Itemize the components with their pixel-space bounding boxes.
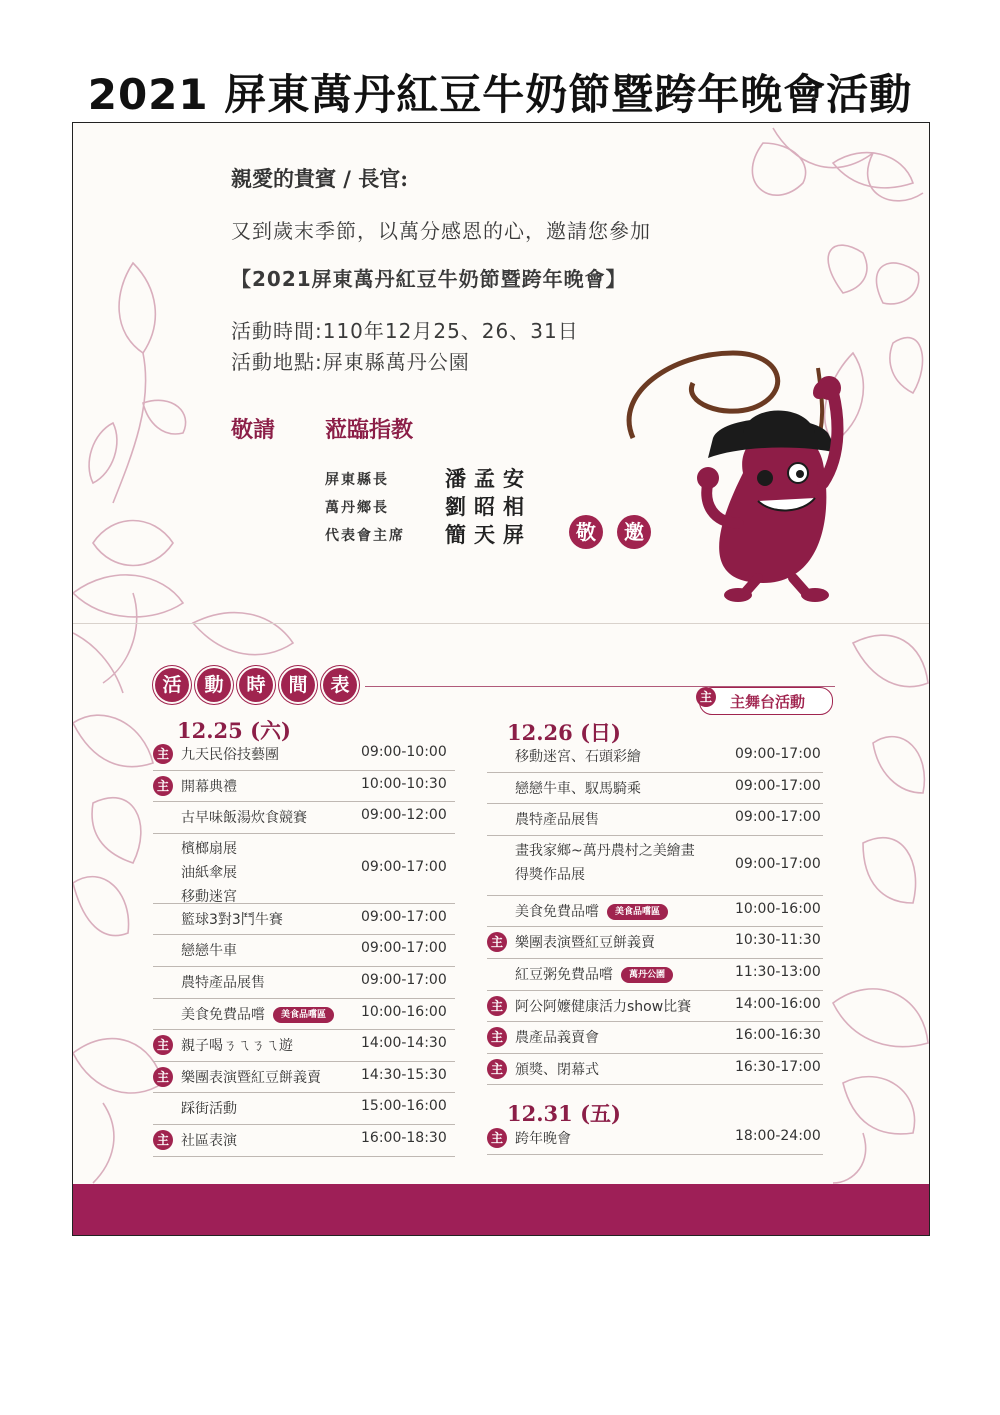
event-time: 09:00-17:00 <box>361 940 447 957</box>
event-name-line: 檳榔扇展 <box>181 840 237 857</box>
event-time: 16:00-16:30 <box>735 1027 821 1044</box>
official-name: 劉昭相 <box>445 494 532 519</box>
event-time: 09:00-17:00 <box>735 777 821 794</box>
event-name: 紅豆粥免費品嚐 萬丹公園 <box>515 964 673 984</box>
event-name: 九天民俗技藝團 <box>181 747 279 763</box>
event-name: 社區表演 <box>181 1133 237 1149</box>
invitation-card <box>72 122 930 1236</box>
event-name: 親子喝ㄋㄟㄋㄟ遊 <box>181 1038 293 1055</box>
fold-line <box>73 623 929 624</box>
schedule-row <box>153 739 455 771</box>
schedule-row <box>487 991 823 1023</box>
event-time: 09:00-17:00 <box>735 855 821 872</box>
schedule-row <box>153 771 455 803</box>
schedule-row <box>153 999 455 1031</box>
schedule-heading-char: 時 <box>239 668 273 702</box>
official-name: 簡天屏 <box>445 522 532 547</box>
event-name: 農特產品展售 <box>181 975 265 991</box>
schedule-row <box>487 1054 823 1086</box>
schedule-heading-char: 間 <box>281 668 315 702</box>
event-name: 美食免費品嚐 美食品嚐區 <box>515 901 668 921</box>
event-name: 樂團表演暨紅豆餅義賣 <box>181 1069 321 1086</box>
schedule-row <box>487 836 823 896</box>
day-heading-1225: 12.25 (六) <box>177 718 291 743</box>
event-name: 【2021屏東萬丹紅豆牛奶節暨跨年晚會】 <box>231 267 627 291</box>
official-role: 屏東縣長 <box>325 472 389 488</box>
event-name-line: 得獎作品展 <box>515 866 585 883</box>
schedule-row <box>153 1093 455 1125</box>
event-name: 開幕典禮 <box>181 778 237 795</box>
schedule-row <box>153 1125 455 1157</box>
schedule-row <box>153 904 455 936</box>
event-time: 09:00-17:00 <box>735 809 821 826</box>
event-time: 14:00-14:30 <box>361 1035 447 1052</box>
bottom-color-band <box>73 1184 929 1236</box>
event-name-line: 畫我家鄉~萬丹農村之美繪畫 <box>515 842 695 859</box>
schedule-row <box>153 967 455 999</box>
main-stage-marker: 主 <box>153 1130 173 1150</box>
event-time: 09:00-17:00 <box>361 858 447 875</box>
event-name: 阿公阿嬤健康活力show比賽 <box>515 998 692 1015</box>
official-role: 代表會主席 <box>325 528 405 544</box>
location-tag: 美食品嚐區 <box>607 904 668 920</box>
event-name: 戀戀牛車 <box>181 943 237 960</box>
schedule-row <box>487 804 823 836</box>
red-bean-mascot-illustration <box>593 333 883 603</box>
day-heading-1231: 12.31 (五) <box>507 1101 621 1126</box>
event-name: 踩街活動 <box>181 1101 237 1118</box>
schedule-row <box>153 1062 455 1094</box>
event-name-line: 油紙傘展 <box>181 864 237 881</box>
event-time: 10:30-11:30 <box>735 932 821 949</box>
main-stage-marker: 主 <box>153 744 173 764</box>
main-stage-marker: 主 <box>487 1059 507 1079</box>
legend-label: 主舞台活動 <box>730 693 806 711</box>
schedule-row <box>487 896 823 928</box>
event-time: 16:30-17:00 <box>735 1058 821 1075</box>
event-time: 09:00-17:00 <box>361 908 447 925</box>
event-time: 10:00-16:00 <box>361 1003 447 1020</box>
event-time: 10:00-16:00 <box>735 900 821 917</box>
page-title: 2021 屏東萬丹紅豆牛奶節暨跨年晚會活動 <box>87 70 913 119</box>
event-name: 移動迷宮、石頭彩繪 <box>515 749 641 765</box>
event-time: 09:00-17:00 <box>361 972 447 988</box>
event-time: 14:30-15:30 <box>361 1066 447 1083</box>
schedule-row <box>487 959 823 991</box>
event-place: 活動地點:屏東縣萬丹公園 <box>231 350 470 374</box>
event-name: 戀戀牛車、馭馬騎乘 <box>515 780 641 797</box>
event-time: 09:00-17:00 <box>735 746 821 762</box>
location-tag: 萬丹公園 <box>621 967 673 983</box>
schedule-heading-char: 活 <box>155 668 189 702</box>
official-role: 萬丹鄉長 <box>325 500 389 516</box>
main-stage-marker: 主 <box>487 1128 507 1148</box>
event-time: 14:00-16:00 <box>735 995 821 1012</box>
schedule-row <box>487 773 823 805</box>
schedule-heading-char: 表 <box>323 668 357 702</box>
schedule-row <box>487 741 823 773</box>
event-time: 09:00-10:00 <box>361 744 447 760</box>
main-stage-marker: 主 <box>153 776 173 796</box>
seal-char: 敬 <box>569 515 603 549</box>
schedule-heading-char: 動 <box>197 668 231 702</box>
event-time: 10:00-10:30 <box>361 775 447 792</box>
event-name: 農產品義賣會 <box>515 1030 599 1047</box>
schedule-row <box>153 802 455 834</box>
event-name-line: 移動迷宮 <box>181 888 237 905</box>
event-time: 活動時間:110年12月25、26、31日 <box>231 319 579 343</box>
location-tag: 美食品嚐區 <box>273 1007 334 1023</box>
event-time: 15:00-16:00 <box>361 1098 447 1115</box>
event-name: 籃球3對3鬥牛賽 <box>181 911 283 928</box>
schedule-row <box>153 834 455 904</box>
seal-char: 邀 <box>617 515 651 549</box>
event-name: 樂團表演暨紅豆餅義賣 <box>515 935 655 952</box>
invite-please: 敬請 <box>231 417 276 443</box>
main-stage-marker: 主 <box>696 687 716 707</box>
main-stage-marker: 主 <box>487 996 507 1016</box>
event-name: 農特產品展售 <box>515 812 599 829</box>
invite-attend: 蒞臨指教 <box>325 417 414 443</box>
main-stage-marker: 主 <box>153 1035 173 1055</box>
event-name: 頒獎、閉幕式 <box>515 1061 599 1078</box>
schedule-row <box>153 1030 455 1062</box>
event-name: 跨年晚會 <box>515 1131 571 1147</box>
event-name: 美食免費品嚐 美食品嚐區 <box>181 1004 334 1024</box>
greeting: 親愛的貴賓 / 長官: <box>231 166 409 191</box>
event-name: 古早味飯湯炊食競賽 <box>181 810 307 827</box>
schedule-row <box>487 927 823 959</box>
schedule-row <box>487 1123 823 1155</box>
main-stage-marker: 主 <box>487 932 507 952</box>
schedule-row <box>153 935 455 967</box>
day-heading-1226: 12.26 (日) <box>507 720 621 745</box>
event-time: 18:00-24:00 <box>735 1128 821 1144</box>
main-stage-legend <box>699 687 833 715</box>
event-time: 16:00-18:30 <box>361 1130 447 1146</box>
schedule-row <box>487 1022 823 1054</box>
intro-line: 又到歲末季節，以萬分感恩的心，邀請您參加 <box>231 219 651 243</box>
event-time: 09:00-12:00 <box>361 807 447 824</box>
event-time: 11:30-13:00 <box>735 964 821 980</box>
main-stage-marker: 主 <box>487 1027 507 1047</box>
official-name: 潘孟安 <box>445 466 532 491</box>
main-stage-marker: 主 <box>153 1067 173 1087</box>
